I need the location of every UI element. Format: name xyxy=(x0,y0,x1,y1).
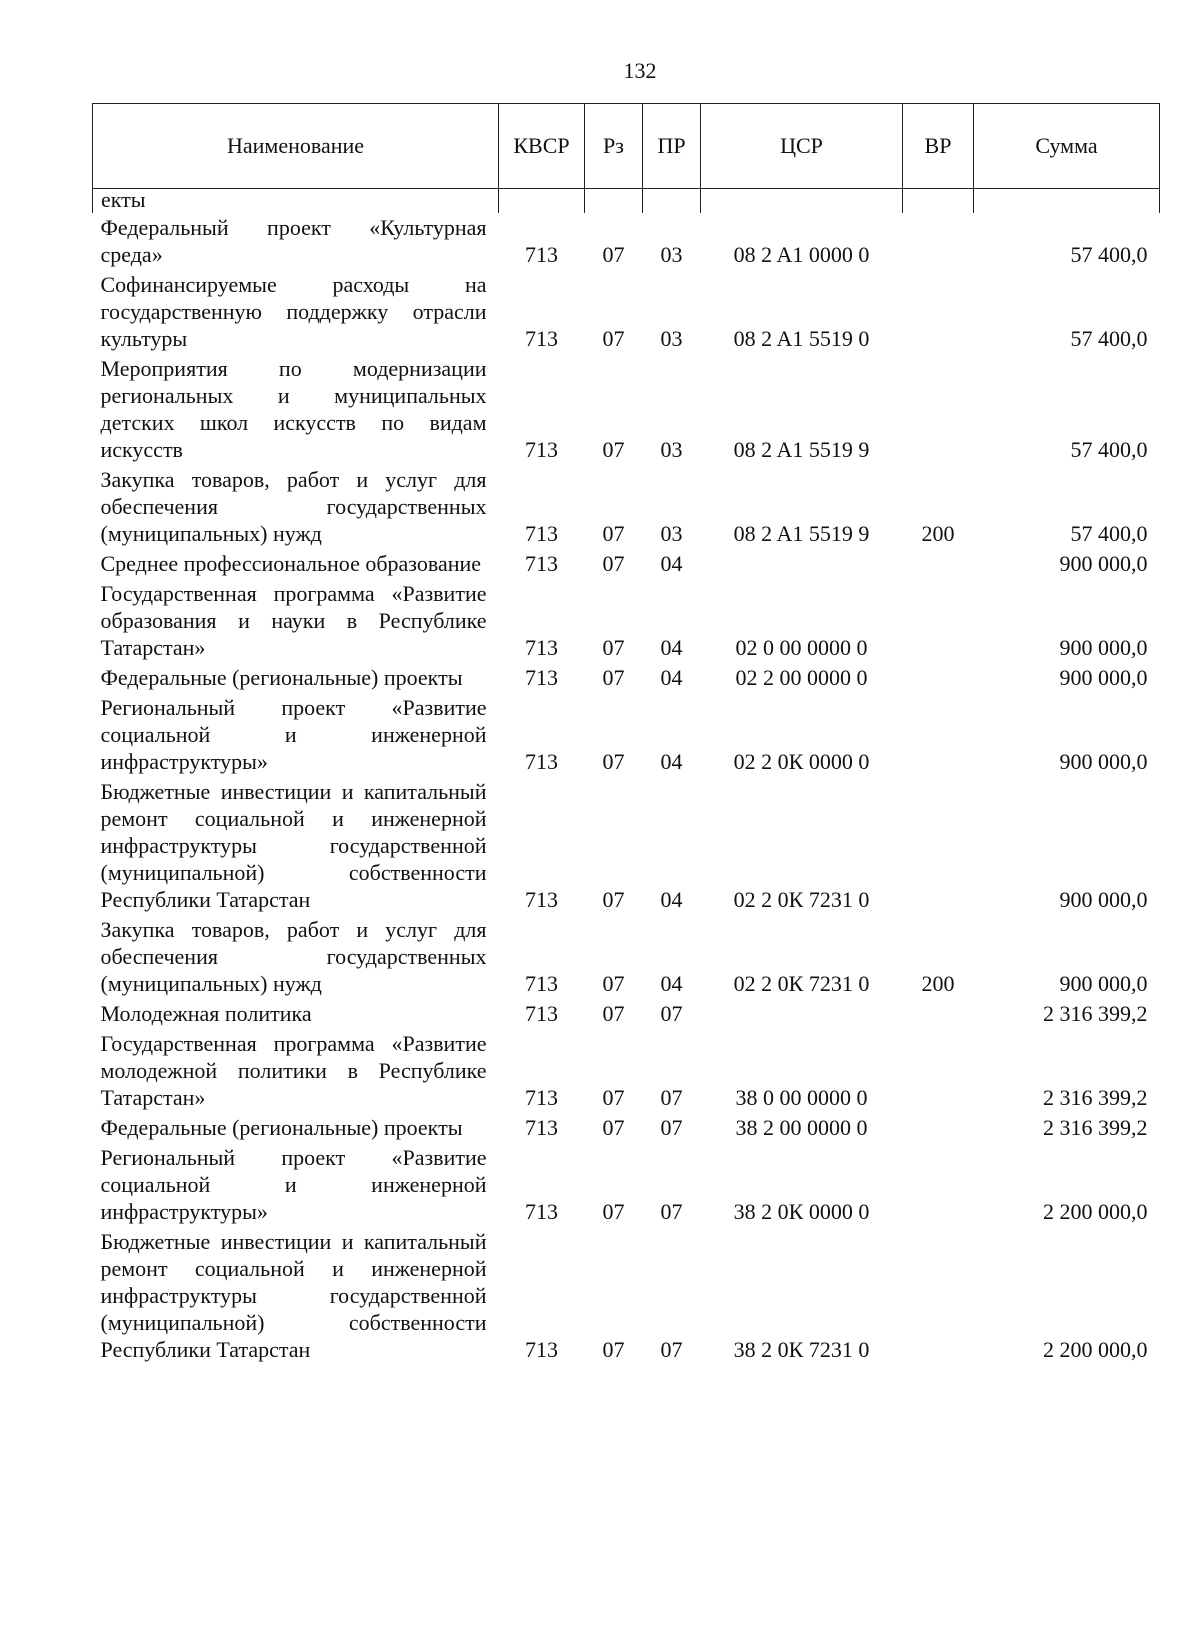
row-sum: 2 316 399,2 xyxy=(1043,1001,1148,1026)
row-kvsr: 713 xyxy=(525,749,558,774)
row-rz: 07 xyxy=(602,242,625,267)
table-row xyxy=(93,999,1160,1029)
row-name: Бюджетные инвестиции и капитальный ремонт социальной и инженерной инфраструктуры государственной (муниципальной) собственности Республики Татарстан xyxy=(100,779,487,912)
row-kvsr: 713 xyxy=(525,326,558,351)
table-header xyxy=(93,104,1160,189)
table-row xyxy=(93,579,1160,663)
budget-table xyxy=(92,103,1160,1365)
row-pr: 04 xyxy=(660,749,683,774)
row-rz: 07 xyxy=(602,521,625,546)
row-csr: 02 2 0К 0000 0 xyxy=(733,749,870,774)
row-kvsr: 713 xyxy=(525,521,558,546)
row-vr xyxy=(903,777,974,915)
row-pr: 07 xyxy=(660,1115,683,1140)
row-rz: 07 xyxy=(602,551,625,576)
row-sum: 2 316 399,2 xyxy=(1043,1085,1148,1110)
row-kvsr: 713 xyxy=(525,551,558,576)
row-sum: 900 000,0 xyxy=(1059,887,1148,912)
row-csr: 02 2 0К 7231 0 xyxy=(733,887,870,912)
table-row xyxy=(93,1113,1160,1143)
row-sum: 900 000,0 xyxy=(1059,749,1148,774)
row-pr: 03 xyxy=(660,326,683,351)
header-rz: Рз xyxy=(585,104,643,189)
row-pr: 07 xyxy=(660,1337,683,1362)
row-pr: 04 xyxy=(660,887,683,912)
table-row xyxy=(93,777,1160,915)
row-sum: 2 200 000,0 xyxy=(1043,1337,1148,1362)
row-vr: 200 xyxy=(921,521,955,546)
table-row xyxy=(93,1227,1160,1365)
row-vr xyxy=(903,693,974,777)
row-kvsr: 713 xyxy=(525,1115,558,1140)
row-name: Закупка товаров, работ и услуг для обеспечения государственных (муниципальных) нужд xyxy=(100,917,487,996)
row-pr: 04 xyxy=(660,665,683,690)
row-pr: 04 xyxy=(660,971,683,996)
table-row xyxy=(93,663,1160,693)
row-name: екты xyxy=(93,189,499,214)
row-rz: 07 xyxy=(602,887,625,912)
row-vr xyxy=(903,549,974,579)
row-vr xyxy=(903,1227,974,1365)
row-csr: 38 0 00 0000 0 xyxy=(735,1085,868,1110)
row-sum: 900 000,0 xyxy=(1059,665,1148,690)
row-kvsr: 713 xyxy=(525,887,558,912)
row-pr: 07 xyxy=(660,1199,683,1224)
table-row xyxy=(93,693,1160,777)
row-csr: 02 2 0К 7231 0 xyxy=(733,971,870,996)
row-kvsr: 713 xyxy=(525,971,558,996)
row-pr: 04 xyxy=(660,635,683,660)
row-name: Среднее профессиональное образование xyxy=(100,551,482,576)
row-rz: 07 xyxy=(602,1001,625,1026)
row-sum: 57 400,0 xyxy=(1070,242,1148,267)
table-row xyxy=(93,213,1160,270)
table-row xyxy=(93,1029,1160,1113)
row-name: Мероприятия по модернизации региональных и муниципальных детских школ искусств по видам искусств xyxy=(100,356,487,462)
row-vr xyxy=(903,579,974,663)
row-rz: 07 xyxy=(602,1085,625,1110)
table-body xyxy=(93,189,1160,1366)
row-rz: 07 xyxy=(602,326,625,351)
row-sum: 57 400,0 xyxy=(1070,521,1148,546)
row-name: Федеральные (региональные) проекты xyxy=(100,1115,463,1140)
row-rz: 07 xyxy=(602,749,625,774)
row-vr xyxy=(903,213,974,270)
row-sum: 57 400,0 xyxy=(1070,437,1148,462)
row-rz: 07 xyxy=(602,1115,625,1140)
header-sum: Сумма xyxy=(974,104,1160,189)
row-name: Региональный проект «Развитие социальной и инженерной инфраструктуры» xyxy=(100,695,487,774)
table-row xyxy=(93,465,1160,549)
row-vr xyxy=(903,1029,974,1113)
row-sum: 57 400,0 xyxy=(1070,326,1148,351)
row-pr: 03 xyxy=(660,242,683,267)
table-row xyxy=(93,354,1160,465)
row-csr xyxy=(701,999,903,1029)
row-vr xyxy=(903,1143,974,1227)
row-vr xyxy=(903,270,974,354)
row-sum: 900 000,0 xyxy=(1059,971,1148,996)
row-kvsr: 713 xyxy=(525,242,558,267)
row-name: Федеральный проект «Культурная среда» xyxy=(100,215,487,267)
row-kvsr: 713 xyxy=(525,437,558,462)
row-sum: 2 200 000,0 xyxy=(1043,1199,1148,1224)
row-csr: 02 0 00 0000 0 xyxy=(735,635,868,660)
row-csr xyxy=(701,549,903,579)
row-pr: 03 xyxy=(660,437,683,462)
row-csr: 02 2 00 0000 0 xyxy=(735,665,868,690)
row-name: Закупка товаров, работ и услуг для обеспечения государственных (муниципальных) нужд xyxy=(100,467,487,546)
row-csr: 38 2 00 0000 0 xyxy=(735,1115,868,1140)
row-rz: 07 xyxy=(602,437,625,462)
header-pr: ПР xyxy=(643,104,701,189)
row-sum: 900 000,0 xyxy=(1059,635,1148,660)
row-kvsr: 713 xyxy=(525,1199,558,1224)
page-number: 132 xyxy=(623,58,657,83)
header-csr: ЦСР xyxy=(701,104,903,189)
row-vr xyxy=(903,663,974,693)
header-kvsr: КВСР xyxy=(499,104,585,189)
table-row xyxy=(93,270,1160,354)
row-name: Бюджетные инвестиции и капитальный ремонт социальной и инженерной инфраструктуры государственной (муниципальной) собственности Республики Татарстан xyxy=(100,1229,487,1362)
row-csr: 08 2 A1 0000 0 xyxy=(733,242,870,267)
row-name: Государственная программа «Развитие молодежной политики в Республике Татарстан» xyxy=(100,1031,487,1110)
table-row-continuation xyxy=(93,189,1160,214)
row-kvsr: 713 xyxy=(525,1337,558,1362)
row-kvsr: 713 xyxy=(525,665,558,690)
row-name: Федеральные (региональные) проекты xyxy=(100,665,463,690)
table-row xyxy=(93,549,1160,579)
row-vr xyxy=(903,999,974,1029)
row-csr: 38 2 0К 7231 0 xyxy=(733,1337,870,1362)
row-sum: 900 000,0 xyxy=(1059,551,1148,576)
row-rz: 07 xyxy=(602,665,625,690)
header-name: Наименование xyxy=(93,104,499,189)
row-pr: 07 xyxy=(660,1001,683,1026)
row-csr: 08 2 A1 5519 0 xyxy=(733,326,870,351)
row-rz: 07 xyxy=(602,635,625,660)
row-vr xyxy=(903,354,974,465)
row-pr: 03 xyxy=(660,521,683,546)
row-sum: 2 316 399,2 xyxy=(1043,1115,1148,1140)
row-kvsr: 713 xyxy=(525,1001,558,1026)
row-pr: 04 xyxy=(660,551,683,576)
table-row xyxy=(93,1143,1160,1227)
row-csr: 08 2 A1 5519 9 xyxy=(733,437,870,462)
row-rz: 07 xyxy=(602,971,625,996)
row-name: Региональный проект «Развитие социальной и инженерной инфраструктуры» xyxy=(100,1145,487,1224)
row-name: Государственная программа «Развитие образования и науки в Республике Татарстан» xyxy=(100,581,487,660)
header-vr: ВР xyxy=(903,104,974,189)
row-csr: 08 2 A1 5519 9 xyxy=(733,521,870,546)
row-vr: 200 xyxy=(921,971,955,996)
row-csr: 38 2 0К 0000 0 xyxy=(733,1199,870,1224)
table-row xyxy=(93,915,1160,999)
row-kvsr: 713 xyxy=(525,635,558,660)
row-vr xyxy=(903,1113,974,1143)
row-rz: 07 xyxy=(602,1199,625,1224)
row-name: Молодежная политика xyxy=(100,1001,312,1026)
row-rz: 07 xyxy=(602,1337,625,1362)
row-name: Софинансируемые расходы на государственную поддержку отрасли культуры xyxy=(100,272,487,351)
row-kvsr: 713 xyxy=(525,1085,558,1110)
row-pr: 07 xyxy=(660,1085,683,1110)
